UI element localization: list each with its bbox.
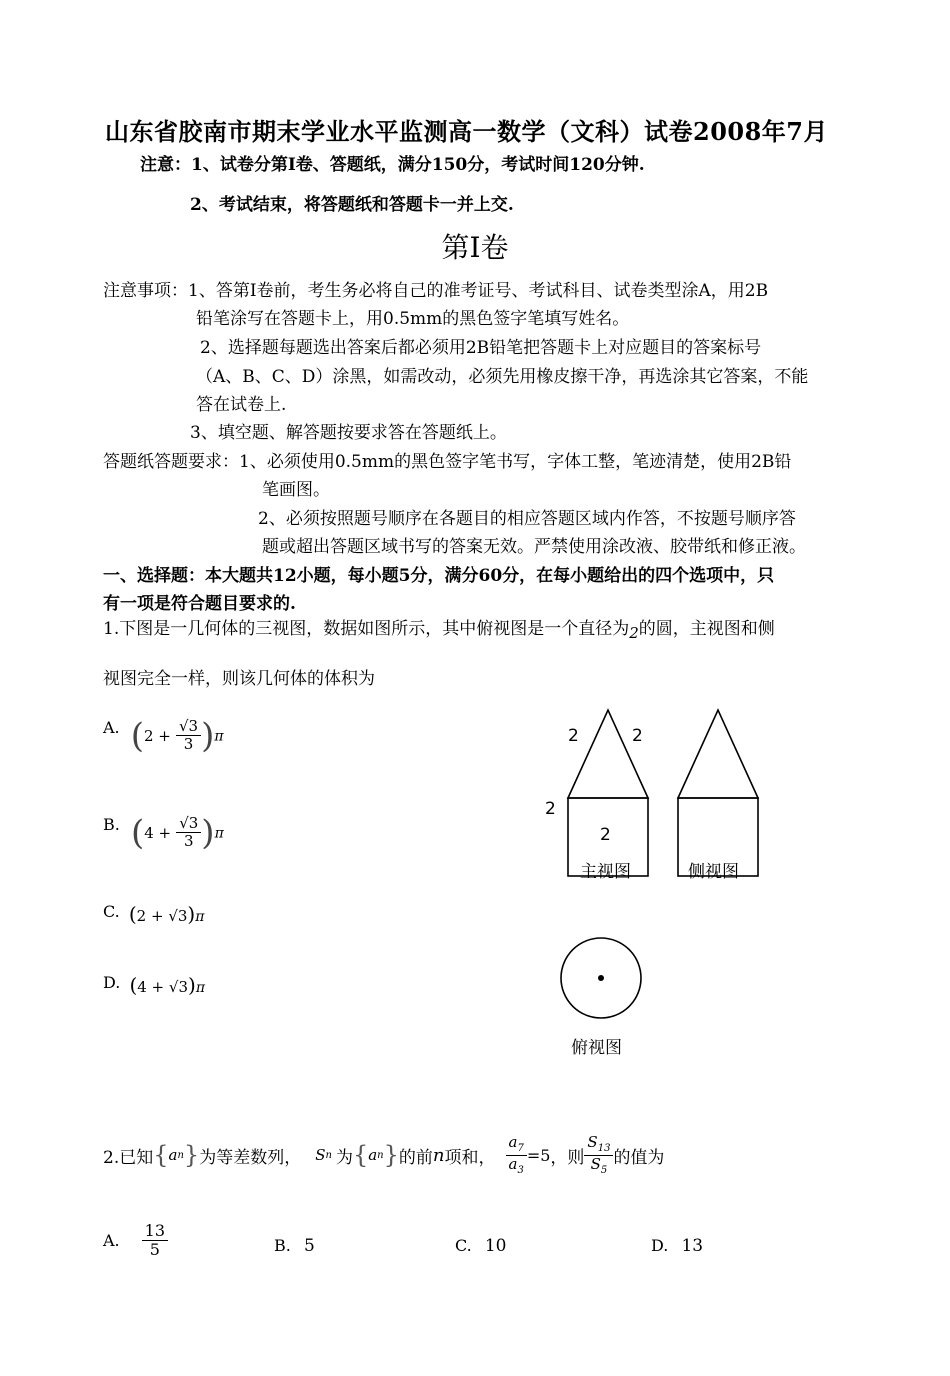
- front-view-triangle: [568, 710, 648, 798]
- instruction-4: （A、B、C、D）涂黑，如需改动，必须先用橡皮擦干净，再选涂其它答案，不能: [196, 367, 809, 387]
- front-tri-right-label: 2: [632, 726, 643, 746]
- top-view-center-dot: [598, 975, 604, 981]
- instruction-8: 笔画图。: [262, 480, 330, 500]
- exam-title: 山东省胶南市期末学业水平监测高一数学（文科）试卷2008年7月: [105, 117, 828, 146]
- front-tri-left-label: 2: [568, 726, 579, 746]
- part1-heading-1: 一、选择题：本大题共12小题，每小题5分，满分60分，在每小题给出的四个选项中，只: [103, 566, 775, 586]
- part1-heading-2: 有一项是符合题目要求的.: [103, 594, 296, 614]
- instruction-5: 答在试卷上.: [196, 395, 287, 415]
- side-view-triangle: [678, 710, 758, 798]
- instruction-3: 2、选择题每题选出答案后都必须用2B铅笔把答题卡上对应题目的答案标号: [200, 338, 762, 358]
- q2-ratio-fraction: $\frac{a_7}{a_3}$: [506, 1134, 527, 1176]
- instruction-10: 题或超出答题区域书写的答案无效。严禁使用涂改液、胶带纸和修正液。: [262, 537, 806, 557]
- q1a-fraction: $\frac{√3}{3}$: [176, 718, 201, 754]
- question-1-text-cont: 视图完全一样，则该几何体的体积为: [103, 669, 375, 689]
- three-view-figure: [530, 700, 790, 1070]
- front-sq-bottom-label: 2: [600, 825, 611, 845]
- q2-option-b[interactable]: B. 5: [274, 1236, 315, 1256]
- q1-option-c[interactable]: C. (2 + √3)π: [103, 902, 205, 926]
- q2-sum-fraction: $\frac{S_{13}}{S_5}$: [584, 1134, 613, 1176]
- diameter-value: 2: [629, 624, 639, 642]
- instruction-7: 答题纸答题要求：1、必须使用0.5mm的黑色签字笔书写，字体工整，笔迹清楚，使用2B铅: [103, 452, 792, 472]
- question-1-text: 1.下图是一几何体的三视图，数据如图所示，其中俯视图是一个直径为2的圆，主视图和侧: [103, 619, 775, 642]
- instruction-9: 2、必须按照题号顺序在各题目的相应答题区域内作答，不按题号顺序答: [258, 509, 796, 529]
- instruction-6: 3、填空题、解答题按要求答在答题纸上。: [190, 423, 507, 443]
- q2-option-c[interactable]: C. 10: [455, 1236, 507, 1256]
- section-title: 第Ⅰ卷: [441, 231, 509, 264]
- q2-option-d[interactable]: D. 13: [651, 1236, 704, 1256]
- notice-line-1: 注意：1、试卷分第Ⅰ卷、答题纸，满分150分，考试时间120分钟.: [140, 155, 645, 175]
- top-view-caption: 俯视图: [571, 1038, 622, 1058]
- front-sq-left-label: 2: [545, 799, 556, 819]
- q2-option-a[interactable]: A. $\frac{13}{5}$: [103, 1222, 168, 1260]
- question-2-text: 2.已知 { a n } 为等差数列， S n 为 { a n } 的前 n 项和， $\frac{a_7}{a_3}$ =5 ，则 $\frac{S_{13}}{S_5}$ 的值为: [103, 1133, 665, 1176]
- q1-option-d[interactable]: D. (4 + √3)π: [103, 973, 206, 997]
- notice-line-2: 2、考试结束，将答题纸和答题卡一并上交.: [190, 195, 514, 215]
- instruction-1: 注意事项：1、答第Ⅰ卷前，考生务必将自己的准考证号、考试科目、试卷类型涂A，用2B: [103, 281, 769, 301]
- q1-option-a[interactable]: A. (2 + $\frac{√3}{3}$ )π: [103, 715, 224, 756]
- front-view-caption: 主视图: [580, 862, 631, 882]
- side-view-caption: 侧视图: [688, 862, 739, 882]
- q1b-fraction: $\frac{√3}{3}$: [176, 815, 201, 851]
- q1-option-b[interactable]: B. (4 + $\frac{√3}{3}$ )π: [103, 812, 224, 853]
- instruction-2: 铅笔涂写在答题卡上，用0.5mm的黑色签字笔填写姓名。: [196, 309, 630, 329]
